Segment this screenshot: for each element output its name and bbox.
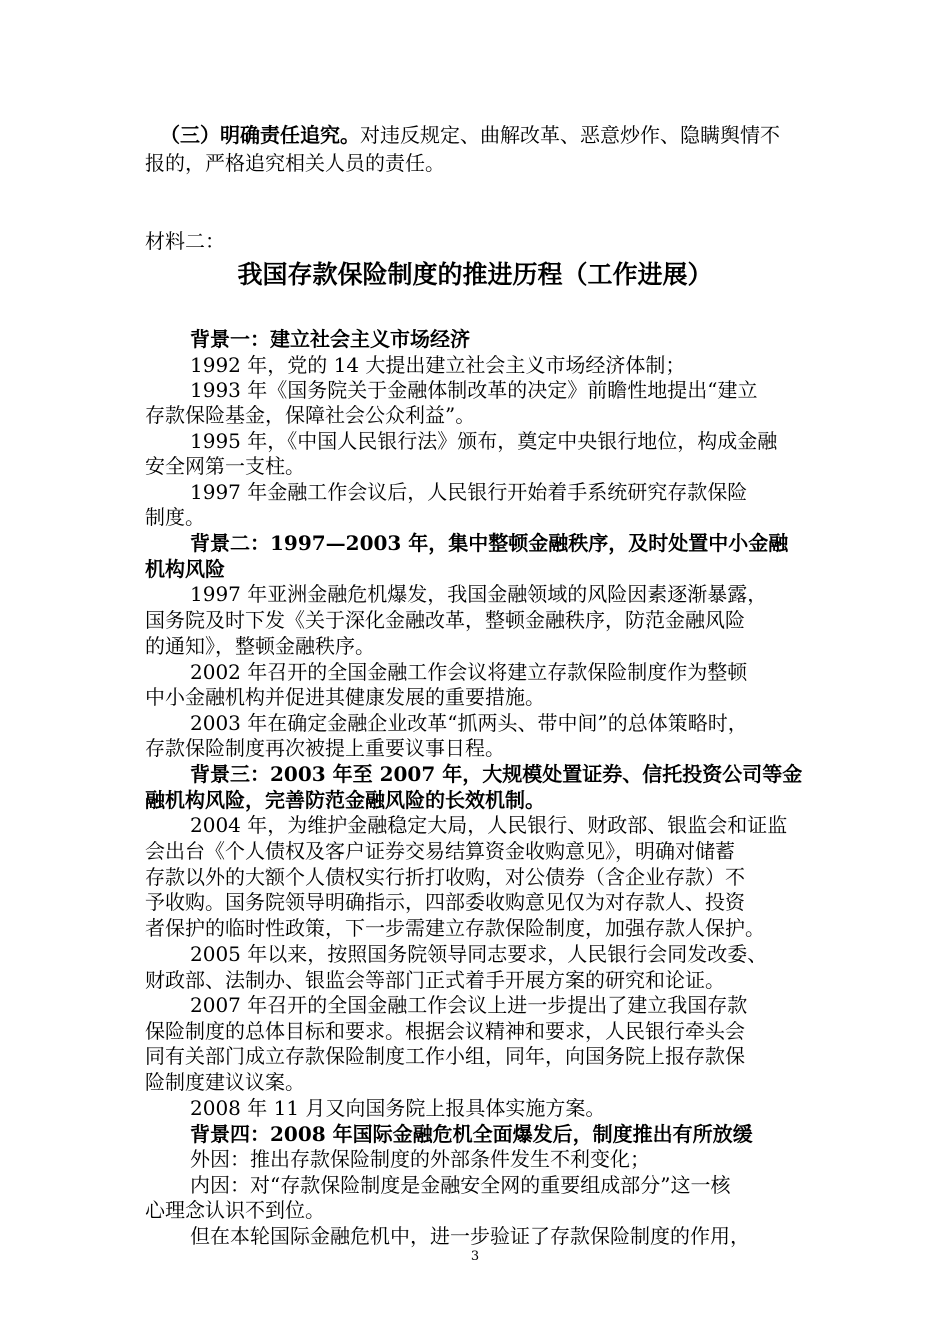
paragraph-line: 制度。 <box>145 505 205 529</box>
section-heading-line: 背景四：2008 年国际金融危机全面爆发后，制度推出有所放缓 <box>190 1122 753 1146</box>
paragraph-line: 国务院及时下发《关于深化金融改革，整顿金融秩序，防范金融风险 <box>145 608 745 632</box>
paragraph-line: 2005 年以来，按照国务院领导同志要求，人民银行会同发改委、 <box>190 942 768 966</box>
section-heading-line: 背景一：建立社会主义市场经济 <box>190 327 470 351</box>
section3-line1 <box>160 122 780 148</box>
paragraph-line: 心理念认识不到位。 <box>145 1198 325 1222</box>
page-number: 3 <box>470 1249 480 1264</box>
paragraph-line: 1997 年亚洲金融危机爆发，我国金融领域的风险因素逐渐暴露， <box>190 582 768 606</box>
paragraph-line: 2004 年，为维护金融稳定大局，人民银行、财政部、银监会和证监 <box>190 813 788 837</box>
paragraph-line: 的通知》，整顿金融秩序。 <box>145 634 375 658</box>
paragraph-line: 2007 年召开的全国金融工作会议上进一步提出了建立我国存款 <box>190 993 748 1017</box>
paragraph-line: 财政部、法制办、银监会等部门正式着手开展方案的研究和论证。 <box>145 968 725 992</box>
paragraph-line: 同有关部门成立存款保险制度工作小组，同年，向国务院上报存款保 <box>145 1044 745 1068</box>
section-heading-line: 机构风险 <box>145 557 225 581</box>
paragraph-line: 予收购。国务院领导明确指示，四部委收购意见仅为对存款人、投资 <box>145 890 745 914</box>
material-label: 材料二： <box>145 229 225 253</box>
section3-text: 对违反规定、曲解改革、恶意炒作、隐瞒舆情不 <box>360 123 780 147</box>
paragraph-line: 存款保险基金，保障社会公众利益”。 <box>145 403 476 427</box>
paragraph-line: 险制度建议议案。 <box>145 1070 305 1094</box>
paragraph-line: 内因：对“存款保险制度是金融安全网的重要组成部分”这一核 <box>190 1173 731 1197</box>
paragraph-line: 2008 年 11 月又向国务院上报具体实施方案。 <box>190 1096 606 1120</box>
paragraph-line: 中小金融机构并促进其健康发展的重要措施。 <box>145 685 545 709</box>
paragraph-line: 外因：推出存款保险制度的外部条件发生不利变化； <box>190 1147 650 1171</box>
paragraph-line: 1993 年《国务院关于金融体制改革的决定》前瞻性地提出“建立 <box>190 378 758 402</box>
paragraph-line: 安全网第一支柱。 <box>145 454 305 478</box>
paragraph-line: 但在本轮国际金融危机中，进一步验证了存款保险制度的作用， <box>190 1224 750 1248</box>
paragraph-line: 1997 年金融工作会议后，人民银行开始着手系统研究存款保险 <box>190 480 748 504</box>
paragraph-line: 1995 年，《中国人民银行法》颁布，奠定中央银行地位，构成金融 <box>190 429 778 453</box>
page-title: 我国存款保险制度的推进历程（工作进展） <box>237 260 713 289</box>
section3-heading: （三）明确责任追究。 <box>160 123 360 147</box>
paragraph-line: 存款以外的大额个人债权实行折打收购，对公债券（含企业存款）不 <box>145 865 745 889</box>
paragraph-line: 2002 年召开的全国金融工作会议将建立存款保险制度作为整顿 <box>190 660 748 684</box>
paragraph-line: 存款保险制度再次被提上重要议事日程。 <box>145 736 505 760</box>
paragraph-line: 1992 年，党的 14 大提出建立社会主义市场经济体制； <box>190 353 686 377</box>
section-heading-line: 融机构风险，完善防范金融风险的长效机制。 <box>145 788 545 812</box>
paragraph-line: 者保护的临时性政策，下一步需建立存款保险制度，加强存款人保护。 <box>145 916 765 940</box>
paragraph-line: 保险制度的总体目标和要求。根据会议精神和要求，人民银行牵头会 <box>145 1019 745 1043</box>
paragraph-line: 会出台《个人债权及客户证券交易结算资金收购意见》，明确对储蓄 <box>145 839 735 863</box>
section-heading-line: 背景二：1997—2003 年，集中整顿金融秩序，及时处置中小金融 <box>190 531 789 555</box>
paragraph-line: 2003 年在确定金融企业改革“抓两头、带中间”的总体策略时， <box>190 711 748 735</box>
section-heading-line: 背景三：2003 年至 2007 年，大规模处置证券、信托投资公司等金 <box>190 762 803 786</box>
section3-line2: 报的，严格追究相关人员的责任。 <box>145 151 445 175</box>
